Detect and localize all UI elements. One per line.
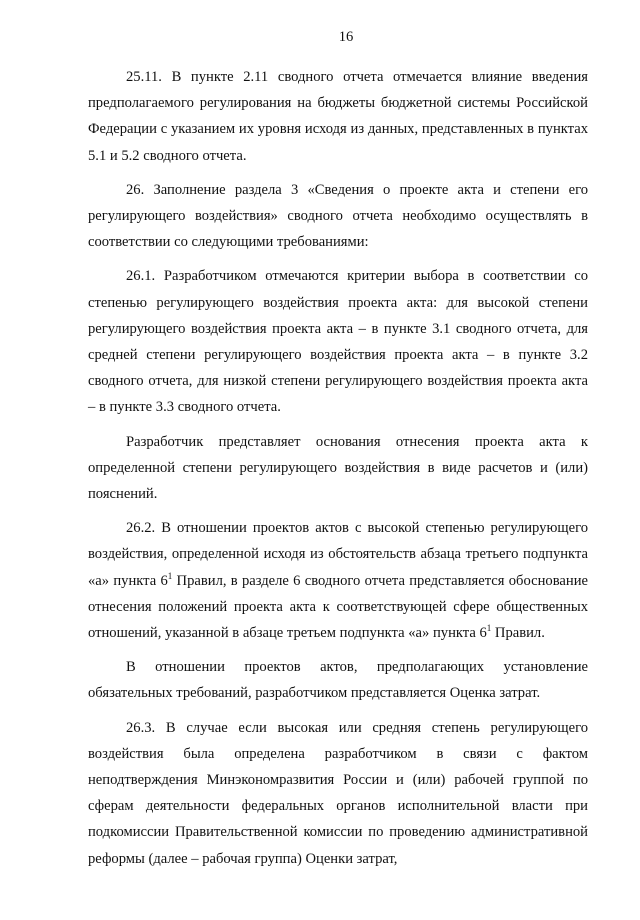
superscript-1: 1 [486, 623, 492, 634]
paragraph-26: 26. Заполнение раздела 3 «Сведения о проекте акта и степени его регулирующего воздействия» сводного отчета необходимо осуществлять в соответствии со следующими требованиями: [88, 181, 588, 251]
page-number: 16 [338, 29, 354, 45]
paragraph-25-11: 25.11. В пункте 2.11 сводного отчета отмечается влияние введения предполагаемого регулирования на бюджеты бюджетной системы Российской Федерации с указанием их уровня исходя из данных, представленных в пунктах 5.1 и 5.2 сводного отчета. [88, 69, 588, 164]
paragraph-26-2 [88, 515, 588, 646]
paragraph-26-1: 26.1. Разработчиком отмечаются критерии выбора в соответствии со степенью регулирующего воздействия проекта акта: для высокой степени регулирующего воздействия проекта акта – в пункте 3.1 сводного отчета, для средней степени регулирующего воздействия проекта акта – в пункте 3.2 сводного отчета, для низкой степени регулирующего воздействия проекта акта – в пункте 3.3 сводного отчета. [88, 268, 588, 416]
paragraph-developer-grounds: Разработчик представляет основания отнесения проекта акта к определенной степени регулирующего воздействия в виде расчетов и (или) пояснений. [88, 433, 588, 503]
superscript-1: 1 [167, 570, 173, 581]
paragraph-26-3: 26.3. В случае если высокая или средняя степень регулирующего воздействия была определена разработчиком в связи с фактом неподтверждения Минэкономразвития России и (или) рабочей группой по сферам деятельности федеральных органов исполнительной власти при подкомиссии Правительственной комиссии по проведению административной реформы (далее – рабочая группа) Оценки затрат, [88, 719, 588, 867]
paragraph-26-2-part3: Правил. [491, 625, 545, 642]
paragraph-cost-assessment: В отношении проектов актов, предполагающих установление обязательных требований, разработчиком представляется Оценка затрат. [88, 659, 588, 702]
document-page [88, 28, 588, 872]
paragraph-26-2-part1: 26.2. В отношении проектов актов с высокой степенью регулирующего воздействия, определенной исходя из обстоятельств абзаца третьего подпункта «а» пункта 6 [88, 520, 588, 589]
paragraph-26-2-part2: Правил, в разделе 6 сводного отчета представляется обоснование отнесения положений проекта акта к соответствующей сфере общественных отношений, указанной в абзаце третьем подпункта «а» пункта 6 [88, 572, 589, 642]
